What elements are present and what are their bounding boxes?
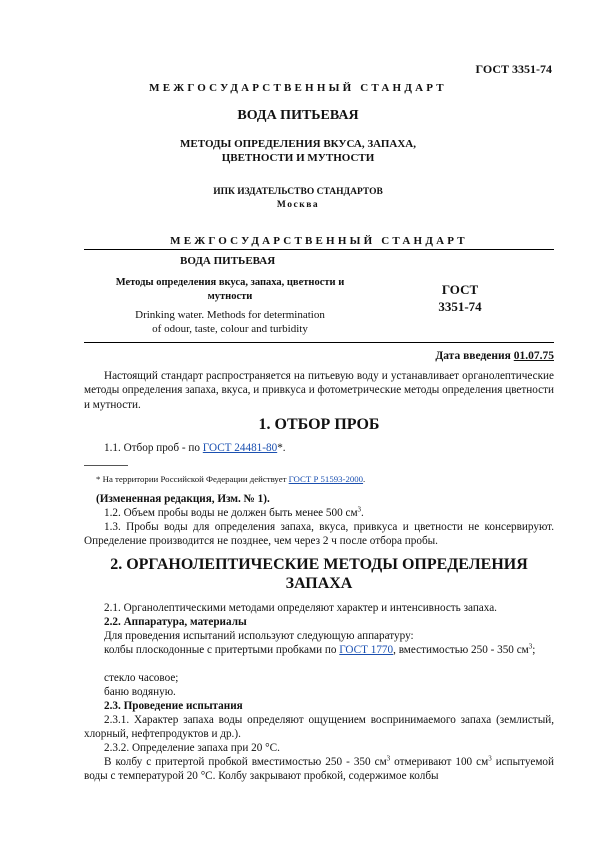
procedure-superscript-1: 3 <box>386 754 391 763</box>
footnote-suffix: . <box>363 474 366 484</box>
title-block-name: ВОДА ПИТЬЕВАЯ <box>180 255 276 267</box>
gost-r-51593-2000-link[interactable]: ГОСТ Р 51593-2000 <box>288 474 364 484</box>
procedure-text-a: В колбу с притертой пробкой вместимостью 250 - 350 см <box>104 756 387 768</box>
clause-1-1-suffix: *. <box>277 442 286 454</box>
amendment-note: (Измененная редакция, Изм. № 1). <box>96 493 270 505</box>
document-code: ГОСТ 3351-74 <box>475 62 552 76</box>
title-block-english-line-1: Drinking water. Methods for determination <box>135 309 325 321</box>
clause-2-2-flasks-suffix: , вместимостью 250 - 350 см <box>393 644 529 656</box>
publisher: ИПК ИЗДАТЕЛЬСТВО СТАНДАРТОВ <box>213 187 383 197</box>
introduction-date-label: Дата введения <box>435 350 511 362</box>
title-block-gost-number: 3351-74 <box>438 299 482 314</box>
clause-1-2-end: . <box>361 507 364 519</box>
section-2-heading-line-1: 2. ОРГАНОЛЕПТИЧЕСКИЕ МЕТОДЫ ОПРЕДЕЛЕНИЯ <box>110 556 528 573</box>
procedure-superscript-2: 3 <box>488 754 492 763</box>
introduction-date-value: 01.07.75 <box>513 350 554 362</box>
procedure-text-c: испытуемой воды с температурой 20 °С. Колбу закрывают пробкой, содержимое колбы <box>84 756 554 783</box>
clause-2-2-heading: 2.2. Аппаратура, материалы <box>104 616 247 628</box>
procedure-text-b: отмеривают 100 см <box>390 756 489 768</box>
title-block-english-line-2: of odour, taste, colour and turbidity <box>152 323 308 335</box>
clause-2-2-flasks-text: колбы плоскодонные с притертыми пробками по <box>104 644 340 656</box>
cover-title: ВОДА ПИТЬЕВАЯ <box>237 108 359 123</box>
cover-interstate-label: МЕЖГОСУДАРСТВЕННЫЙ СТАНДАРТ <box>149 82 447 94</box>
clause-2-3-2: 2.3.2. Определение запаха при 20 °С. <box>104 742 280 754</box>
clause-2-3-1: 2.3.1. Характер запаха воды определяют ощущением воспринимаемого запаха (землистый, хлорный, нефтепродуктов и др.). <box>84 714 554 741</box>
title-block-methods-line-1: Методы определения вкуса, запаха, цветности и <box>115 277 345 288</box>
clause-1-3: 1.3. Пробы воды для определения запаха, вкуса, привкуса и цветности не консервируют. Определение производится не позднее, чем через 2 ч после отбора пробы. <box>84 521 554 548</box>
introduction-date <box>435 350 554 362</box>
section-1-heading: 1. ОТБОР ПРОБ <box>258 416 380 433</box>
section-2-heading-line-2: ЗАПАХА <box>285 575 353 592</box>
clause-2-2-water-bath: баню водяную. <box>104 686 176 698</box>
clause-2-2-flasks-superscript: 3 <box>528 642 533 651</box>
title-block-methods-line-2: мутности <box>207 291 253 302</box>
clause-2-2-intro: Для проведения испытаний используют следующую аппаратуру: <box>104 630 414 642</box>
gost-1770-link[interactable]: ГОСТ 1770 <box>339 644 394 656</box>
clause-2-2-flasks <box>84 643 554 657</box>
footnote <box>96 474 365 484</box>
clause-2-1: 2.1. Органолептическими методами определяют характер и интенсивность запаха. <box>104 602 497 614</box>
footnote-text: * На территории Российской Федерации действует <box>96 474 289 484</box>
clause-1-2-text: 1.2. Объем пробы воды не должен быть менее 500 см <box>104 507 358 519</box>
clause-2-3-heading: 2.3. Проведение испытания <box>104 700 243 712</box>
clause-2-3-2-procedure <box>84 755 554 784</box>
clause-1-2-superscript: 3 <box>357 505 362 514</box>
title-block-interstate-label: МЕЖГОСУДАРСТВЕННЫЙ СТАНДАРТ <box>170 235 468 247</box>
gost-24481-80-link[interactable]: ГОСТ 24481-80 <box>202 442 278 454</box>
clause-1-1-text: 1.1. Отбор проб - по <box>104 442 203 454</box>
title-block-bottom-rule <box>84 342 554 343</box>
cover-subtitle-line-1: МЕТОДЫ ОПРЕДЕЛЕНИЯ ВКУСА, ЗАПАХА, <box>180 138 416 150</box>
clause-2-2-watch-glass: стекло часовое; <box>104 672 179 684</box>
title-block-top-rule <box>84 249 554 250</box>
clause-1-2 <box>84 506 554 520</box>
cover-subtitle-line-2: ЦВЕТНОСТИ И МУТНОСТИ <box>221 152 375 164</box>
publisher-city: Москва <box>276 200 320 210</box>
footnote-separator <box>84 465 128 466</box>
title-block-gost-label: ГОСТ <box>441 282 479 297</box>
clause-1-1 <box>84 441 554 455</box>
clause-2-2-flasks-end: ; <box>532 644 536 656</box>
intro-paragraph: Настоящий стандарт распространяется на питьевую воду и устанавливает органолептические методы определения запаха, вкуса, и привкуса и фотометрические методы определения цветности и мутности. <box>84 370 554 411</box>
